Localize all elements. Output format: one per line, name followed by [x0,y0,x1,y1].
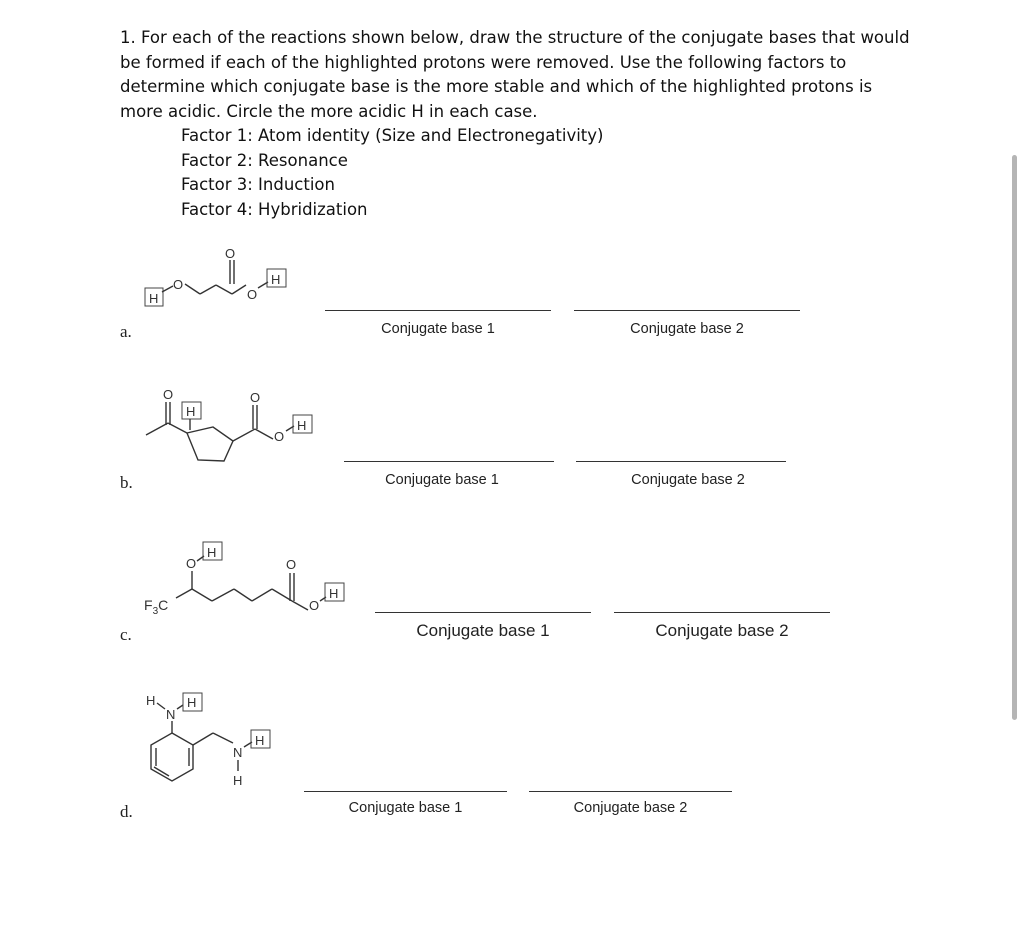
molecule-c [140,537,360,622]
molecule-a [140,240,310,310]
question-text [120,26,920,124]
answer-blank-d2[interactable] [529,791,732,792]
atom-h: H [297,418,307,433]
conjugate-base-2-label-b: Conjugate base 2 [631,472,745,488]
atom-h: H [255,733,265,748]
answer-blank-a1[interactable] [325,310,551,311]
factor-4: Factor 4: Hybridization [181,199,368,219]
atom-h: H [186,404,196,419]
atom-o: O [225,246,236,261]
conjugate-base-2-label-d: Conjugate base 2 [573,800,688,816]
question-number: 1. [120,28,136,47]
answer-blank-b2[interactable] [576,461,786,462]
conjugate-base-1-label-a: Conjugate base 1 [381,321,495,337]
conjugate-base-2-label-a: Conjugate base 2 [630,321,744,337]
vertical-scrollbar[interactable] [1012,155,1017,720]
problem-a-letter: a. [120,322,132,341]
conjugate-base-1-label-b: Conjugate base 1 [385,472,499,488]
answer-blank-a2[interactable] [574,310,800,311]
atom-o: O [274,429,285,444]
factor-2: Factor 2: Resonance [181,150,348,170]
question-body: For each of the reactions shown below, draw the structure of the conjugate bases that would be formed if each of the highlighted protons were removed. Use the following factors to determine which conjugate base is the more stable and which of the highlighted protons is more acidic. Circle the more acidic H in each case. [120,28,910,121]
conjugate-base-2-label-c: Conjugate base 2 [655,621,789,640]
atom-o: O [173,277,184,292]
problem-d-letter: d. [120,802,133,821]
atom-o: O [163,387,174,402]
atom-o: O [309,598,320,613]
atom-o: O [250,390,261,405]
atom-h: H [329,586,339,601]
problem-c-letter: c. [120,625,132,644]
atom-h: H [187,695,197,710]
atom-n: N [233,745,243,760]
molecule-d [140,685,290,795]
atom-h: H [149,291,159,306]
f3c-group: $F_3C$ [144,597,169,617]
answer-blank-c1[interactable] [375,612,591,613]
atom-h: H [233,773,243,788]
problem-b-letter: b. [120,473,133,492]
answer-blank-d1[interactable] [304,791,507,792]
factor-list [181,124,603,222]
atom-h: H [146,693,156,708]
answer-blank-b1[interactable] [344,461,554,462]
atom-h: H [207,545,217,560]
atom-n: N [166,707,176,722]
atom-h: H [271,272,281,287]
answer-blank-c2[interactable] [614,612,830,613]
conjugate-base-1-label-c: Conjugate base 1 [416,621,550,640]
factor-1: Factor 1: Atom identity (Size and Electronegativity) [181,126,604,145]
atom-o: O [186,556,197,571]
factor-3: Factor 3: Induction [181,175,335,194]
conjugate-base-1-label-d: Conjugate base 1 [348,800,463,816]
atom-o: O [247,287,258,302]
molecule-b [140,385,325,470]
atom-o: O [286,557,297,572]
